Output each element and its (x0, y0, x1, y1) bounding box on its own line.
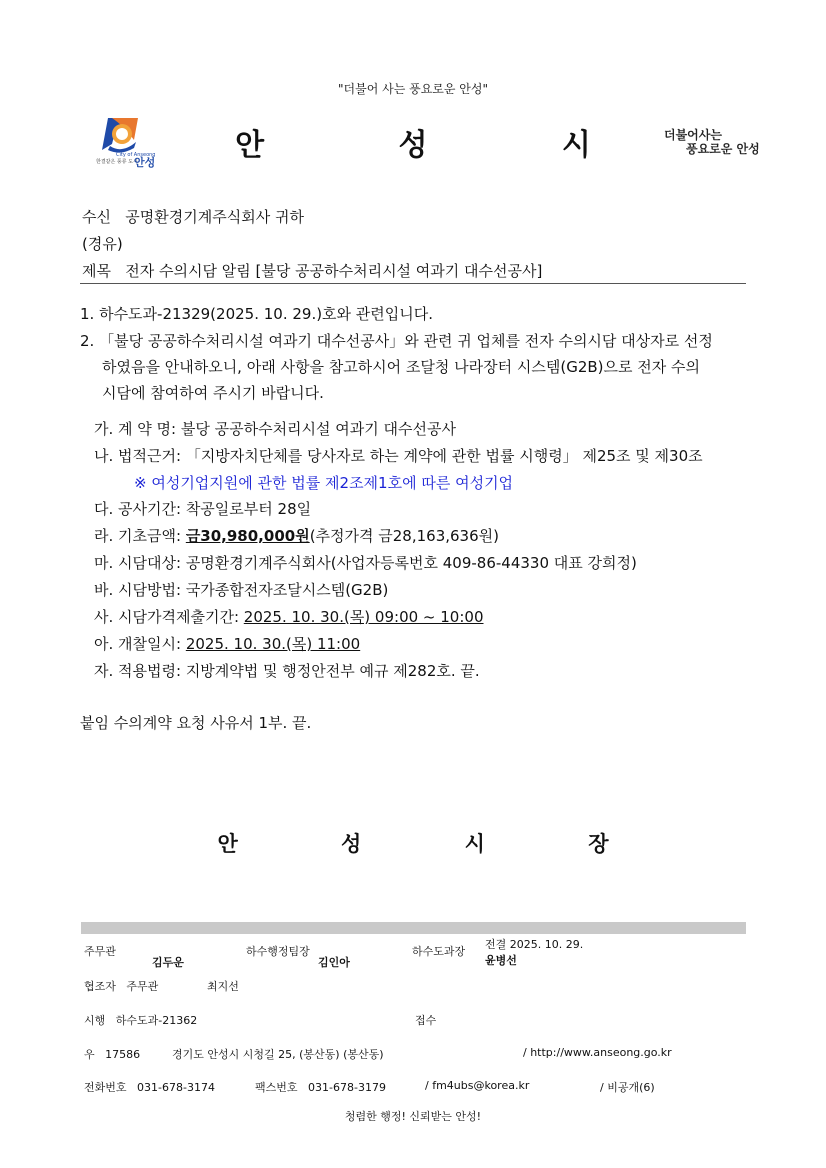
item-base-amount (94, 525, 499, 546)
footer-email[interactable]: / fm4ubs@korea.kr (425, 1079, 530, 1092)
item-key: 나. 법적근거: (94, 447, 186, 465)
exec-value: 하수도과-21362 (115, 1014, 198, 1027)
item-value: 2025. 10. 30.(목) 11:00 (185, 635, 361, 653)
fax-label: 팩스번호 (255, 1081, 298, 1094)
paragraph-2-line2: 하였음을 안내하오니, 아래 사항을 참고하시어 조달청 나라장터 시스템(G2B)으로 전자 수의 (102, 358, 700, 376)
footer-name2: 김인아 (318, 956, 350, 969)
subject-label: 제목 (82, 262, 111, 280)
paragraph-2-line1: 2. 「불당 공공하수처리시설 여과기 대수선공사」와 관련 귀 업체를 전자 수의시담 대상자로 선정 (80, 332, 713, 350)
footer-closing: 청렴한 행정! 신뢰받는 안성! (344, 1110, 482, 1123)
item-contract-name (94, 418, 456, 439)
subject-value: 전자 수의시담 알림 [불당 공공하수처리시설 여과기 대수선공사] (125, 262, 543, 280)
footer-url[interactable]: / http://www.anseong.go.kr (523, 1046, 672, 1059)
item-key: 마. 시담대상: (94, 554, 186, 572)
item-key: 라. 기초금액: (94, 527, 186, 545)
attachment-line: 붙임 수의계약 요청 사유서 1부. 끝. (80, 714, 312, 732)
item-key: 바. 시담방법: (94, 581, 186, 599)
footer-name1: 김두운 (152, 956, 184, 969)
item-applicable-law (94, 660, 480, 681)
recipient-label: 수신 (82, 208, 111, 226)
footer-tel (84, 1079, 215, 1095)
footer-fax (255, 1079, 386, 1095)
via-line: (경유) (82, 235, 123, 253)
coop-role: 주무관 (126, 980, 159, 993)
item-value: 금30,980,000원 (185, 527, 310, 545)
item-key: 자. 적용법령: (94, 662, 186, 680)
item-value: 불당 공공하수처리시설 여과기 대수선공사 (180, 420, 456, 438)
recipient-line (82, 206, 304, 227)
right-slogan-line1: 더불어사는 (664, 128, 722, 142)
item-submission-period (94, 606, 484, 627)
right-slogan-line2: 풍요로운 안성 (686, 142, 760, 156)
subject-line (82, 260, 542, 281)
footer-bar (81, 922, 746, 934)
footer-disclosure: / 비공개(6) (600, 1081, 655, 1094)
paragraph-2-line3: 시담에 참여하여 주시기 바랍니다. (102, 384, 324, 402)
item-legal-basis (94, 445, 703, 466)
footer-approval: 전결 2025. 10. 29. (485, 938, 584, 951)
footer-name3: 윤병선 (485, 954, 517, 967)
item-key: 아. 개찰일시: (94, 635, 186, 653)
logo-org-text: 안성 (134, 156, 156, 169)
recipient-value: 공명환경기계주식회사 귀하 (125, 208, 304, 226)
item-value: 지방계약법 및 행정안전부 예규 제282호. 끝. (185, 662, 480, 680)
footer-address: 경기도 안성시 시청길 25, (봉산동) (봉산동) (172, 1048, 384, 1061)
footer-role2: 하수행정팀장 (246, 945, 310, 958)
zip-label: 우 (84, 1048, 95, 1061)
footer-coop (84, 978, 158, 994)
footer-role3: 하수도과장 (412, 945, 466, 958)
coop-name: 최지선 (207, 980, 239, 993)
mayor-signature: 안 성 시 장 (217, 832, 657, 856)
item-value: 2025. 10. 30.(목) 09:00 ~ 10:00 (243, 608, 484, 626)
item-extra: (추정가격 금28,163,636원) (309, 527, 499, 545)
right-slogan (664, 128, 760, 156)
zip-value: 17586 (105, 1048, 141, 1061)
tel-value: 031-678-3174 (137, 1081, 215, 1094)
exec-label: 시행 (84, 1014, 106, 1027)
item-key: 다. 공사기간: (94, 500, 186, 518)
footer-role1: 주무관 (84, 945, 116, 958)
item-key: 가. 계 약 명: (94, 420, 181, 438)
item-value: 국가종합전자조달시스템(G2B) (185, 581, 389, 599)
footer-zip (84, 1046, 140, 1062)
paragraph-1: 1. 하수도과-21329(2025. 10. 29.)호와 관련입니다. (80, 305, 434, 323)
top-slogan: "더불어 사는 풍요로운 안성" (338, 82, 488, 96)
item-value: 「지방자치단체를 당사자로 하는 계약에 관한 법률 시행령」 제25조 및 제30조 (185, 447, 703, 465)
coop-label: 협조자 (84, 980, 116, 993)
fax-value: 031-678-3179 (308, 1081, 386, 1094)
item-target (94, 552, 637, 573)
item-key: 사. 시담가격제출기간: (94, 608, 244, 626)
item-value: 공명환경기계주식회사(사업자등록번호 409-86-44330 대표 강희정) (185, 554, 637, 572)
logo-city-text: City of Anseong (116, 152, 156, 158)
header-rule (80, 283, 746, 284)
item-method (94, 579, 388, 600)
receipt-label: 접수 (415, 1014, 437, 1027)
item-period (94, 498, 311, 519)
tel-label: 전화번호 (84, 1081, 127, 1094)
footer-exec (84, 1012, 197, 1028)
item-value: 착공일로부터 28일 (185, 500, 312, 518)
logo-small-text: 한결같은 풍류 도시 (96, 159, 138, 165)
org-title: 안 성 시 (235, 128, 653, 163)
item-opening-date (94, 633, 360, 654)
women-enterprise-note: ※ 여성기업지원에 관한 법률 제2조제1호에 따른 여성기업 (134, 474, 514, 492)
